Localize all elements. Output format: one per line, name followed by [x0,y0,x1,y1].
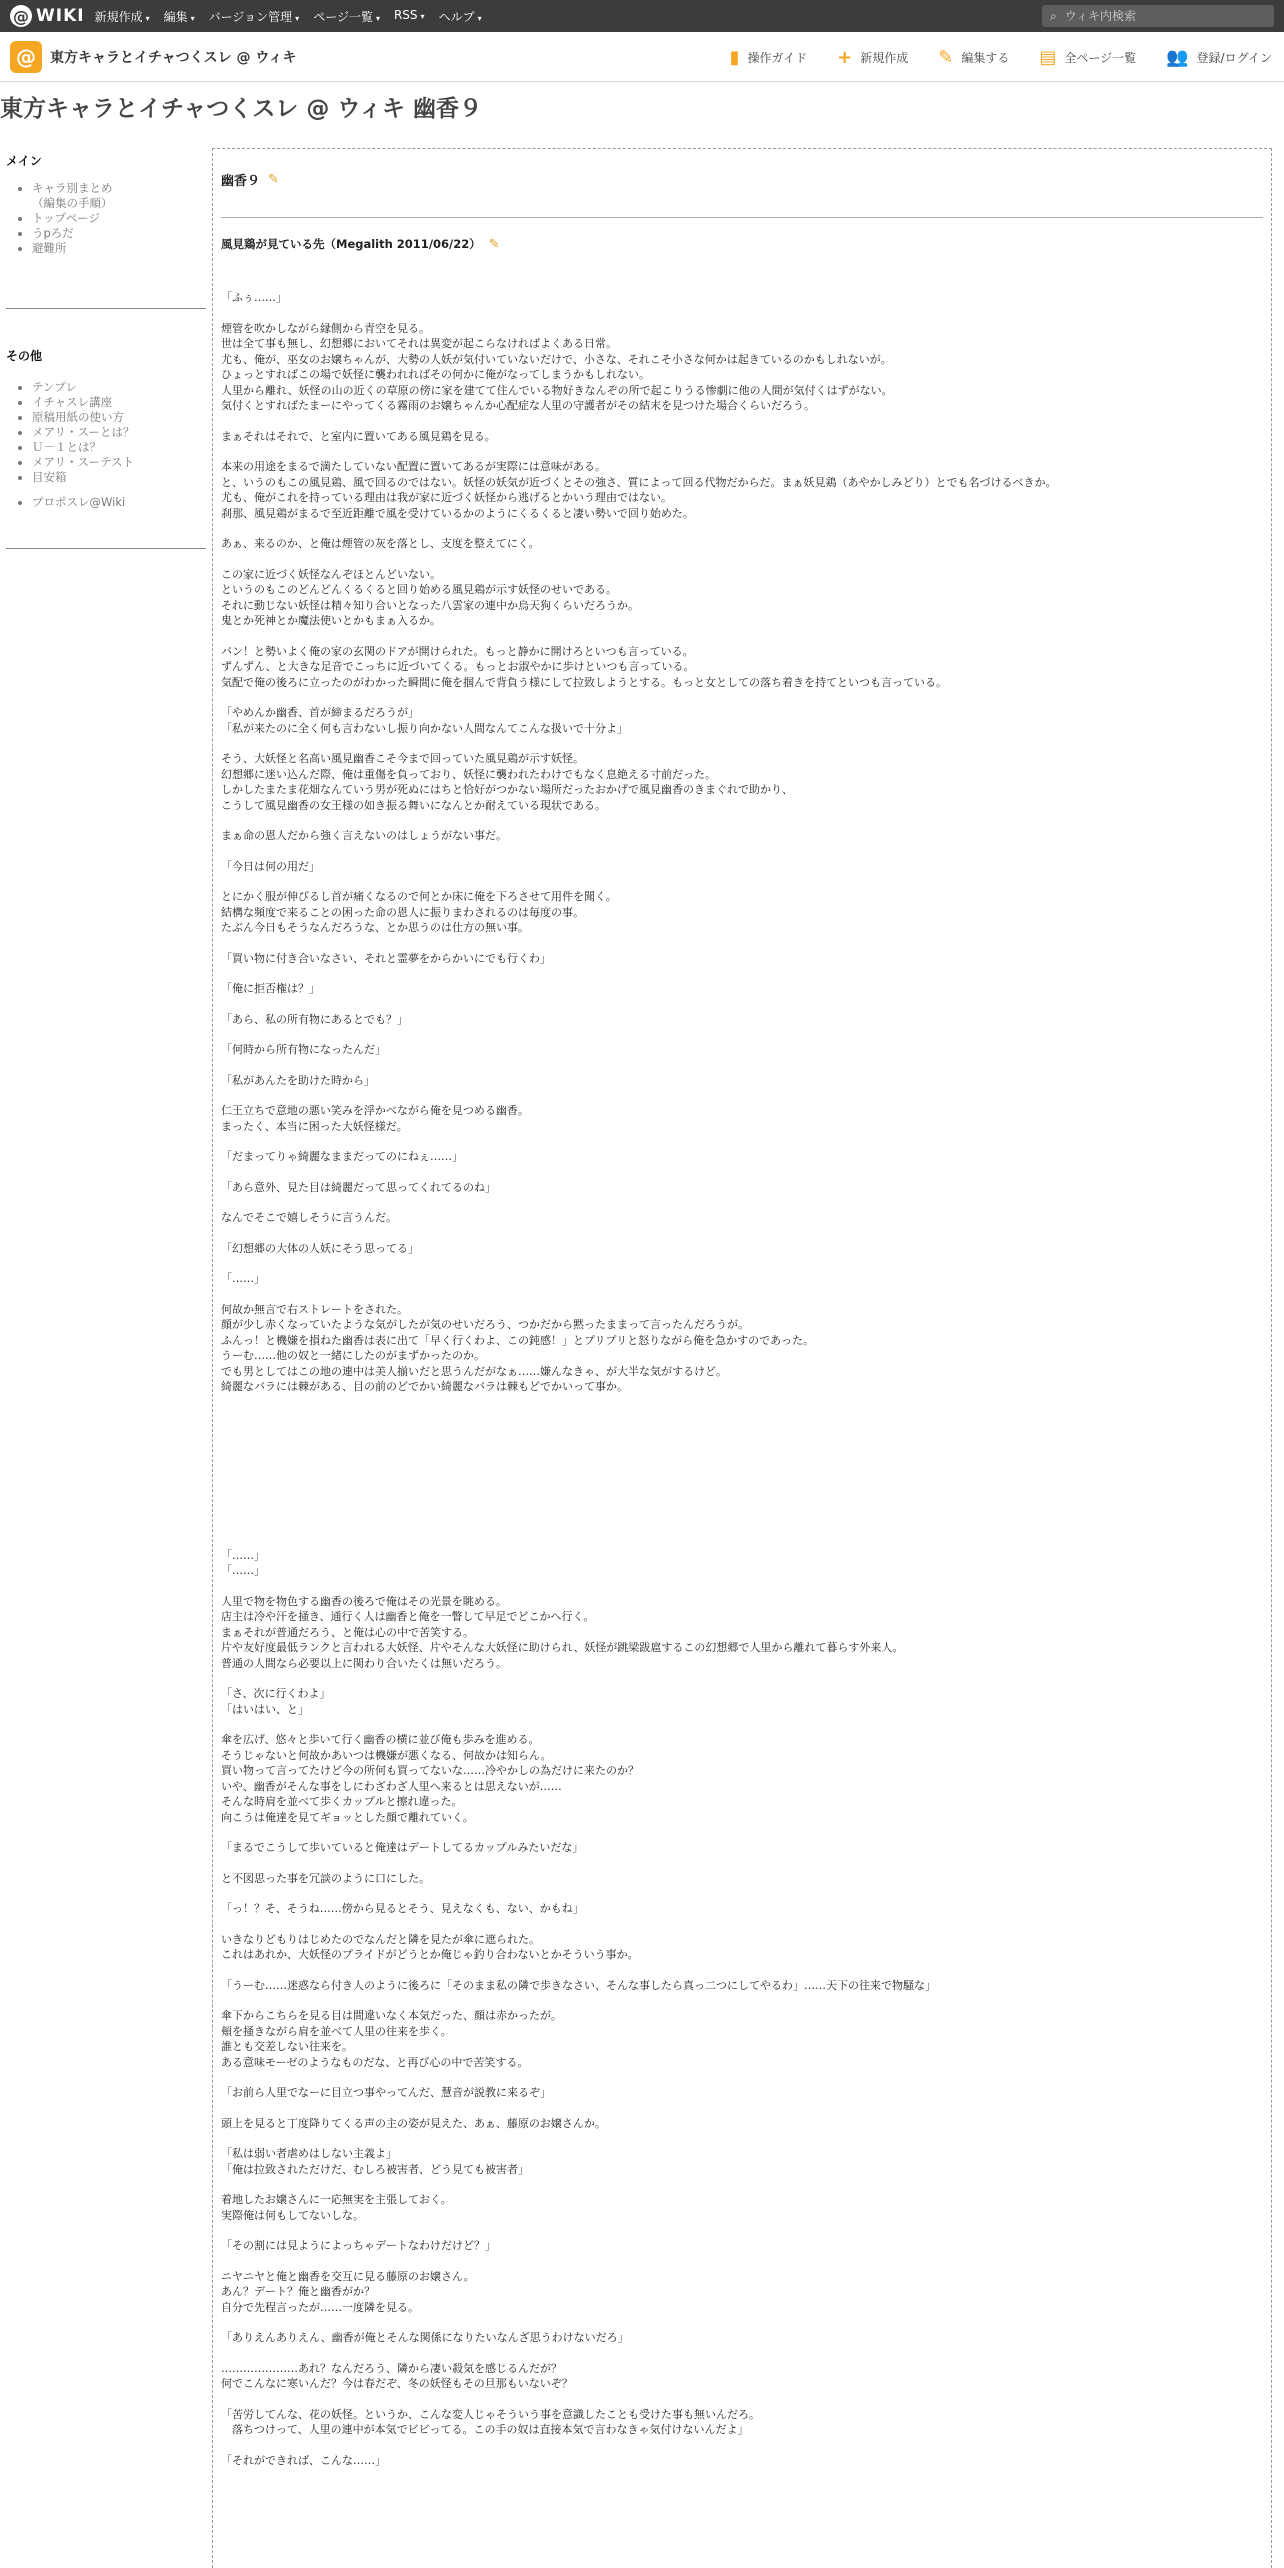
story-paragraph [221,2192,1263,2223]
menu-new[interactable]: 新規作成 ▾ [94,9,150,24]
story-line: 刹那、風見鶏がまるで至近距離で風を受けているかのようにくるくると凄い勢いで回り始めた。 [221,506,694,520]
story-line: 結構な頻度で来ることの困った命の恩人に振りまわされるのは毎度の事。 [221,905,584,919]
sidebar-item-chara [32,181,212,211]
story-line: ある意味モーゼのようなものだな、と再び心の中で苦笑する。 [221,2055,529,2069]
page-list-icon: ▤ [1039,46,1057,68]
caret-down-icon: ▾ [295,13,300,23]
story-paragraph [221,2238,1263,2254]
story-line: 尤も、俺が、巫女のお嬢ちゃんが、大勢の人妖が気付いていないだけで、小さな、それこそ小さな何かは起きているのかもしれないが。 [221,352,892,366]
new-page-button[interactable]: + 新規作成 [837,46,909,68]
sidebar [0,148,212,549]
story-line: 頭上を見ると丁度降りてくる声の主の姿が見えた、あぁ、藤原のお嬢さんか。 [221,2116,606,2130]
search-box [1042,5,1274,27]
story-line: それに動じない妖怪は精々知り合いとなった八雲家の連中か烏天狗くらいだろうか。 [221,598,639,612]
sidebar-link-suggestion-box[interactable]: 目安箱 [32,470,67,484]
story-paragraph [221,828,1263,844]
story-paragraph [221,751,1263,813]
story-paragraph [221,951,1263,967]
story-paragraph [221,2008,1263,2070]
story-line: 「俺は拉致されただけだ、むしろ被害者、どう見ても被害者」 [221,2162,529,2176]
story-paragraph [221,429,1263,445]
story-line: 着地したお嬢さんに一応無実を主張しておく。 [221,2193,452,2206]
story-line: …………………あれ？なんだろう、隣から凄い殺気を感じるんだが？ [221,2361,562,2375]
story-line: そんな時肩を並べて歩くカップルと擦れ違った。 [221,1795,463,1808]
story-line: ニヤニヤと俺と幽香を交互に見る藤原のお嬢さん。 [221,2269,475,2283]
sidebar-other-list [0,380,212,485]
story-paragraph [221,2146,1263,2177]
plus-icon: + [837,46,853,68]
story-line: 「あら、私の所有物にあるとでも？」 [221,1012,408,1026]
story-line: 「私があんたを助けた時から」 [221,1073,375,1087]
sidebar-link-marysue-test[interactable]: メアリ・スーテスト [32,455,135,469]
story-paragraph [221,1149,1263,1165]
guide-button[interactable]: ▮ 操作ガイド [729,46,808,68]
edit-subsection-pencil-icon[interactable]: ✎ [488,236,500,252]
sidebar-heading-other: その他 [6,349,43,363]
sidebar-item [32,395,212,410]
story-line: こうして風見幽香の女王様の如き振る舞いになんとか耐えている現状である。 [221,798,606,812]
story-line: ふんっ！と機嫌を損ねた幽香は表に出て「早く行くわよ、この鈍感！」とプリプリと怒りながら俺を急かすのであった。 [221,1333,815,1347]
edit-button[interactable]: ✎ 編集する [938,46,1010,68]
story-line: そう、大妖怪と名高い風見幽香こそ今まで回っていた風見鶏が示す妖怪。 [221,752,584,765]
story-paragraph [221,1732,1263,1825]
menu-rss[interactable]: RSS ▾ [393,7,425,22]
story-line: まったく、本当に困った大妖怪様だ。 [221,1119,408,1133]
story-line: 人里で物を物色する幽香の後ろで俺はその光景を眺める。 [221,1594,507,1608]
atwiki-logo[interactable] [10,5,85,27]
pencil-icon: ✎ [938,46,954,68]
top-menu [95,8,482,25]
story-line: 「さ、次に行くわよ」 [221,1687,331,1700]
story-line: たぶん今日もそうなんだろうな、とか思うのは仕方の無い事。 [221,921,529,934]
caret-down-icon: ▾ [375,13,380,23]
story-line: 尤も、俺がこれを持っている理由は我が家に近づく妖怪から逃げるとかいう理由ではない。 [221,491,672,504]
sidebar-main-list [0,181,212,256]
story-paragraph [221,1978,1263,1994]
sidebar-item-top [32,211,212,226]
story-paragraph [221,536,1263,552]
sidebar-divider [6,548,206,549]
story-paragraph [221,1210,1263,1226]
story-line: まぁそれはそれで、と室内に置いてある風見鶏を見る。 [221,429,496,443]
story-line: 「ありえんありえん、幽香が俺とそんな関係になりたいなんざ思うわけないだろ」 [221,2331,629,2344]
section-title: 幽香９ ✎ [221,171,279,189]
story-paragraph [221,1840,1263,1856]
story-line: でも男としてはこの地の連中は美人揃いだと思うんだがなぁ……嫌んなきゃ、が大半な気がするけど。 [221,1364,727,1378]
story-paragraph [221,459,1263,521]
wiki-name[interactable]: 東方キャラとイチャつくスレ @ ウィキ [50,49,297,66]
story-line: なんでそこで嬉しそうに言うんだ。 [221,1211,397,1224]
story-paragraph [221,2085,1263,2101]
story-line: 綺麗なバラには棘がある、目の前のどでかい綺麗なバラは棘もどでかいって事か。 [221,1380,628,1393]
story-line: 「だまってりゃ綺麗なままだってのにねぇ……」 [221,1150,463,1163]
top-navbar [0,0,1284,32]
story-line: まぁ命の恩人だから強く言えないのはしょうがない事だ。 [221,829,507,842]
story-paragraph [221,1271,1263,1287]
story-paragraph [221,2116,1263,2132]
story-line: 「私は弱い者虐めはしない主義よ」 [221,2147,397,2160]
story-line: ずんずん、と大きな足音でこっちに近づいてくる。もっとお淑やかに歩けといつも言っている。 [221,660,695,673]
sidebar-heading-main: メイン [6,154,42,168]
story-line: ひょっとすればこの場で妖怪に襲われればその何かに俺がなってしまうかもしれない。 [221,368,650,381]
story-line: うーむ……他の奴と一緒にしたのがまずかったのか。 [221,1349,485,1362]
story-line: 「俺に拒否権は？」 [221,982,320,995]
story-paragraph [221,981,1263,997]
sidebar-link-uploader[interactable]: うpろだ [32,226,74,240]
story-line: と、いうのもこの風見鶏、風で回るのではない。妖怪の妖気が近づくとその強さ、質によって回る代物だからだ。まぁ妖見鶏（あやかしみどり）とでも名づけるべきか。 [221,475,1057,489]
story-line: 「……」 [221,1272,265,1285]
story-line: いきなりどもりはじめたのでなんだと隣を見たが傘に遮られた。 [221,1932,540,1946]
story-paragraph [221,1073,1263,1089]
story-line: 落ちつけって、人里の連中が本気でビビってる。この手の奴は直接本気で言わなきゃ気付けないんだよ」 [221,2423,749,2436]
story-line: 実際俺は何もしてないしな。 [221,2208,364,2222]
story-line: 「……」 [221,1548,265,1562]
story-line: 傘下からこちらを見る目は間違いなく本気だった、顔は赤かったが。 [221,2009,562,2022]
story-line: あぁ、来るのか、と俺は煙管の灰を落とし、支度を整えてにく。 [221,537,540,550]
sidebar-divider [6,308,206,309]
story-line: 「あら意外、見た目は綺麗だって思ってくれてるのね」 [221,1180,496,1194]
story-line: 幻想郷に迷い込んだ際、俺は重傷を負っており、妖怪に襲われたわけでもなく息絶える寸前だった。 [221,767,716,781]
menu-version[interactable]: バージョン管理 ▾ [208,9,300,24]
story-line: 「その割には見ようによっちゃデートなわけだけど？」 [221,2239,496,2252]
story-line: 「うーむ……迷惑なら付き人のように後ろに「そのまま私の隣で歩きなさい、そんな事したら真っ二つにしてやるわ」……天下の往来で物騒な」 [221,1978,936,1992]
story-line: この家に近づく妖怪なんぞほとんどいない。 [221,567,441,581]
caret-down-icon: ▾ [145,13,150,23]
story-paragraph [221,2330,1263,2346]
story-line: 「それができれば、こんな……」 [221,2453,386,2467]
story-line: 「苦労してんな、花の妖怪。というか、こんな変人じゃそういう事を意識したことも受けた事も無いんだろ。 [221,2407,760,2421]
story-line: 「はいはい、と」 [221,1702,309,1716]
story-line: 「何時から所有物になったんだ」 [221,1043,386,1056]
story-line: 「買い物に付き合いなさい、それと霊夢をからかいにでも行くわ」 [221,951,551,965]
story-line: あん？デート？俺と幽香がか？ [221,2285,375,2298]
story-paragraph [221,1012,1263,1028]
sidebar-item-refuge [32,241,212,256]
story-line: 気付くとすればたまーにやってくる霧雨のお嬢ちゃんか心配症な人里の守護者がその結末を見つけた場合くらいだろう。 [221,399,815,412]
sidebar-item [32,440,212,455]
menu-help[interactable]: ヘルプ ▾ [438,9,482,24]
story-paragraph [221,321,1263,414]
story-title: 風見鶏が見ている先（Megalith 2011/06/22） ✎ [221,236,500,252]
sidebar-link-top[interactable]: トップページ [32,211,100,225]
story-line: そうじゃないと何故かあいつは機嫌が悪くなる、何故かは知らん。 [221,1748,552,1762]
story-paragraph [221,2407,1263,2438]
wiki-header [0,32,1284,82]
section-divider [221,217,1263,218]
story-line: 「っ！？そ、そうね……傍から見るとそう、見えなくも、ない、かもね」 [221,1902,584,1915]
story-line: 気配で俺の後ろに立ったのがわかった瞬間に俺を掴んで背負う様にして拉致しようとする。もっと女としての落ち着きを持てといつも言っている。 [221,675,947,689]
caret-down-icon: ▾ [477,13,482,23]
sidebar-item [32,495,212,510]
at-logo-icon: @ [10,5,32,27]
story-line: 「今日は何の用だ」 [221,859,320,873]
story-paragraph [221,1103,1263,1134]
story-paragraph [221,1042,1263,1058]
menu-edit[interactable]: 編集 ▾ [163,9,195,24]
story-line: これはあれか、大妖怪のプライドがどうとか俺じゃ釣り合わないとかそういう事か。 [221,1948,639,1961]
sidebar-item [32,455,212,470]
story-paragraph [221,2269,1263,2316]
story-line: いや、幽香がそんな事をしにわざわざ人里へ来るとは思えないが…… [221,1779,562,1793]
wiki-logo-icon[interactable]: @ [10,41,42,73]
story-paragraph [221,1180,1263,1196]
main-content [212,148,1272,2568]
sidebar-item [32,470,212,485]
story-body [221,290,1263,2468]
story-paragraph [221,1241,1263,1257]
login-button[interactable]: 👥 登録/ログイン [1166,46,1272,68]
sidebar-item [32,380,212,395]
story-paragraph [221,2453,1263,2469]
story-line: 仁王立ちで意地の悪い笑みを浮かべながら俺を見つめる幽香。 [221,1104,529,1117]
story-line: 買い物って言ってたけど今の所何も買ってないな……冷やかしの為だけに来たのか？ [221,1764,639,1777]
sidebar-link-manuscript[interactable]: 原稿用紙の使い方 [32,410,124,424]
search-input[interactable] [1063,8,1253,24]
search-icon[interactable]: ⌕ [1050,8,1057,23]
sidebar-link-u1[interactable]: Ｕ－１とは？ [32,440,101,454]
logo-text: WIKI [36,6,85,26]
story-line: 店主は冷や汗を掻き、通行く人は幽香と俺を一瞥して早足でどこかへ行く。 [221,1610,595,1623]
story-line: 傘を広げ、悠々と歩いて行く幽香の横に並び俺も歩みを進める。 [221,1733,540,1746]
story-paragraph [221,859,1263,875]
sidebar-item [32,410,212,425]
story-paragraph [221,1686,1263,1717]
page-title: 東方キャラとイチャつくスレ @ ウィキ 幽香９ [0,96,482,122]
story-paragraph [221,1302,1263,1395]
story-line: 自分で先程言ったが……一度隣を見る。 [221,2300,419,2314]
sidebar-link-proposure[interactable]: プロポスレ@Wiki [32,495,126,509]
all-pages-button[interactable]: ▤ 全ページ一覧 [1039,46,1137,68]
story-line: 何故か無言で右ストレートをされた。 [221,1302,408,1316]
story-paragraph [221,1871,1263,1887]
caret-down-icon: ▾ [420,11,425,21]
story-paragraph [221,1594,1263,1672]
story-line: 煙管を吹かしながら縁側から青空を見る。 [221,321,430,335]
story-line: 本来の用途をまるで満たしていない配置に置いてあるが実際には意味がある。 [221,460,606,473]
story-paragraph [221,644,1263,691]
sidebar-link-template[interactable]: テンプレ [32,380,77,394]
story-line: 鬼とか死神とか魔法使いとかもまぁ入るか。 [221,614,441,627]
header-actions [730,32,1272,82]
guide-book-icon: ▮ [729,46,740,68]
sidebar-item [32,425,212,440]
story-line: というのもこのどんどんくるくると回り始める風見鶏が示す妖怪のせいである。 [221,583,617,596]
story-paragraph [221,567,1263,629]
story-line: とにかく服が伸びるし首が痛くなるので何とか床に俺を下ろさせて用件を聞く。 [221,890,617,903]
story-line: しかしたまたま花畑なんていう男が死ぬにはちと恰好がつかない場所だったおかげで風見幽香のきまぐれで助かり、 [221,783,793,796]
story-line: バン！と勢いよく俺の家の玄関のドアが開けられた。もっと静かに開けろといつも言っている。 [221,644,694,658]
sidebar-link-course[interactable]: イチャスレ講座 [32,395,113,409]
sidebar-link-marysue[interactable]: メアリ・スーとは？ [32,425,135,439]
sidebar-link-chara[interactable]: キャラ別まとめ [32,181,113,195]
story-line: まぁそれが普通だろう、と俺は心の中で苦笑する。 [221,1625,474,1639]
story-line: 「ふぅ……」 [221,291,287,304]
story-paragraph [221,889,1263,936]
story-line: 人里から離れ、妖怪の山の近くの草原の傍に家を建てて住んでいる物好きなんぞの所で起こりうる惨劇に他の人間が気付くはずがない。 [221,383,893,397]
story-line: 片や友好度最低ランクと言われる大妖怪、片やそんな大妖怪に助けられ、妖怪が跳梁跋扈するこの幻想郷で人里から離れて暮らす外来人。 [221,1641,904,1654]
menu-page-list[interactable]: ページ一覧 ▾ [313,9,380,24]
story-blank-space [221,1410,1263,1548]
story-paragraph [221,1901,1263,1917]
story-line: 世は全て事も無し、幻想郷においてそれは異変が起こらなければよくある日常。 [221,337,617,350]
story-line: 何でこんなに寒いんだ？今は春だぞ、冬の妖怪もその旦那もいないぞ？ [221,2377,573,2390]
story-line: と不図思った事を冗談のように口にした。 [221,1871,430,1885]
story-line: 普通の人間なら必要以上に関わり合いたくは無いだろう。 [221,1656,507,1670]
story-line: 「私が来たのに全く何も言わないし振り向かない人間なんてこんな扱いで十分よ」 [221,721,628,735]
story-line: 「お前ら人里でなーに目立つ事やってんだ、慧音が説教に来るぞ」 [221,2086,551,2099]
caret-down-icon: ▾ [190,13,195,23]
story-paragraph [221,290,1263,306]
sidebar-link-refuge[interactable]: 避難所 [32,241,67,255]
story-line: 「やめんか幽香、首が締まるだろうが」 [221,706,419,719]
edit-section-pencil-icon[interactable]: ✎ [268,171,279,187]
sidebar-extra-list [0,495,212,510]
story-paragraph [221,705,1263,736]
story-line: 誰とも交差しない往来を。 [221,2040,353,2053]
story-line: 頬を掻きながら肩を並べて人里の往来を歩く。 [221,2024,452,2038]
story-line: 「……」 [221,1564,265,1577]
story-line: 「まるでこうして歩いていると俺達はデートしてるカップルみたいだな」 [221,1841,584,1854]
sidebar-link-edit-steps[interactable]: （編集の手順） [32,196,113,210]
story-paragraph [221,1932,1263,1963]
story-paragraph [221,2361,1263,2392]
page-layout [0,148,1284,2568]
story-paragraph [221,1548,1263,1579]
story-line: 顔が少し赤くなっていたような気がしたが気のせいだろう、つかだから黙ったままって言ったんだろうが。 [221,1318,749,1331]
user-add-icon: 👥 [1166,46,1189,68]
sidebar-item-uploader [32,226,212,241]
story-line: 「幻想郷の大体の人妖にそう思ってる」 [221,1241,419,1255]
story-line: 向こうは俺達を見てギョッとした顔で離れていく。 [221,1810,474,1824]
